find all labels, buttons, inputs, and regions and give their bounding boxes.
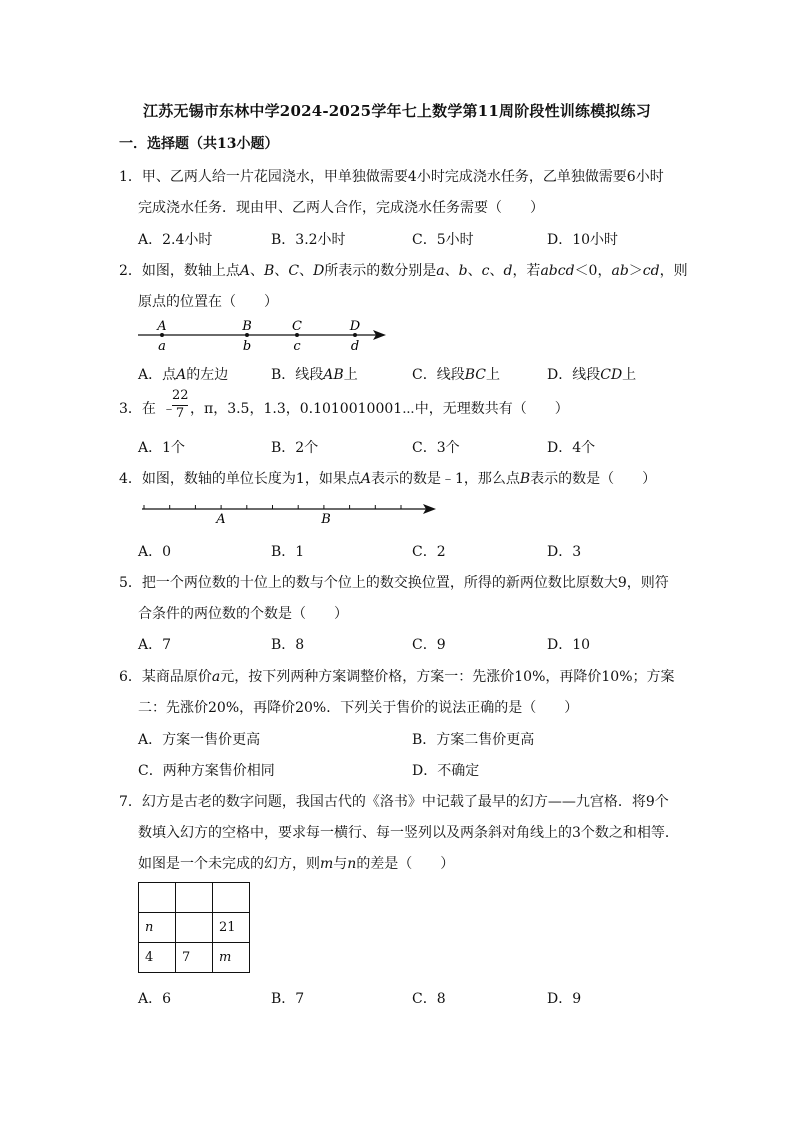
magic-cell: n xyxy=(139,913,176,943)
q7-stem-line1: 7．幻方是古老的数字问题，我国古代的《洛书》中记载了最早的幻方——九宫格．将9个 xyxy=(119,794,669,810)
q7-magic-square xyxy=(138,882,250,973)
q6-stem-line1: 6．某商品原价a元，按下列两种方案调整价格，方案一：先涨价10%，再降价10%；方案 xyxy=(119,669,675,685)
q4-number-line xyxy=(138,498,448,530)
q2-label-lower-b: b xyxy=(242,339,252,354)
magic-cell xyxy=(176,913,213,943)
q5-option-c[interactable]: C．9 xyxy=(412,637,446,653)
q7-stem-line2: 数填入幻方的空格中，要求每一横行、每一竖列以及两条斜对角线上的3个数之和相等． xyxy=(138,825,679,841)
q1-option-c[interactable]: C．5小时 xyxy=(412,232,474,248)
q6-option-c[interactable]: C．两种方案售价相同 xyxy=(138,763,275,779)
magic-cell: m xyxy=(213,943,250,973)
q3-stem-rest: ，π，3.5，1.3，0.1010010001⋯中，无理数共有（ ） xyxy=(190,401,569,417)
q2-label-upper-d: D xyxy=(349,319,361,334)
q6-option-d[interactable]: D．不确定 xyxy=(412,763,480,779)
q5-option-a[interactable]: A．7 xyxy=(138,637,172,653)
q5-option-d[interactable]: D．10 xyxy=(547,637,591,653)
q3-stem-pre: 3．在 xyxy=(119,401,156,417)
q6-option-b[interactable]: B．方案二售价更高 xyxy=(412,732,535,748)
q2-stem-line2: 原点的位置在（ ） xyxy=(138,294,278,310)
q7-option-c[interactable]: C．8 xyxy=(412,991,446,1007)
q1-option-b[interactable]: B．3.2小时 xyxy=(271,232,346,248)
q2-number-line xyxy=(130,316,400,356)
q4-tick-marks xyxy=(144,505,401,509)
q2-label-upper-b: B xyxy=(242,319,252,334)
q2-label-upper-a: A xyxy=(157,319,167,334)
q4-option-b[interactable]: B．1 xyxy=(271,544,305,560)
q2-option-b[interactable]: B．线段AB上 xyxy=(271,367,358,383)
magic-cell xyxy=(139,883,176,913)
q4-label-a: A xyxy=(216,512,226,527)
q2-option-d[interactable]: D．线段CD上 xyxy=(547,367,637,383)
magic-cell: 21 xyxy=(213,913,250,943)
q2-label-lower-d: d xyxy=(350,339,360,354)
section-heading: 一．选择题（共13小题） xyxy=(119,136,279,152)
q3-option-b[interactable]: B．2个 xyxy=(271,440,319,456)
q3-minus-sign: ﹣ xyxy=(162,401,176,417)
q3-fraction-numerator: 22 xyxy=(172,388,189,403)
q1-option-d[interactable]: D．10小时 xyxy=(547,232,619,248)
q3-option-a[interactable]: A．1个 xyxy=(138,440,186,456)
q2-option-c[interactable]: C．线段BC上 xyxy=(412,367,500,383)
q5-stem-line1: 5．把一个两位数的十位上的数与个位上的数交换位置，所得的新两位数比原数大9，则符 xyxy=(119,575,669,591)
magic-cell: 4 xyxy=(139,943,176,973)
q3-fraction xyxy=(172,389,188,421)
q4-label-b: B xyxy=(321,512,331,527)
q2-stem-line1: 2．如图，数轴上点A、B、C、D所表示的数分别是a、b、c、d，若abcd＜0，ab＞cd，则 xyxy=(119,263,688,279)
q2-option-a[interactable]: A．点A的左边 xyxy=(138,367,229,383)
q4-stem: 4．如图，数轴的单位长度为1，如果点A表示的数是﹣1，那么点B表示的数是（ ） xyxy=(119,471,657,487)
q5-stem-line2: 合条件的两位数的个数是（ ） xyxy=(138,606,348,622)
q6-stem-line2: 二：先涨价20%，再降价20%．下列关于售价的说法正确的是（ ） xyxy=(138,700,579,716)
q7-option-a[interactable]: A．6 xyxy=(138,991,172,1007)
magic-cell xyxy=(176,883,213,913)
q7-stem-line3: 如图是一个未完成的幻方，则m与n的差是（ ） xyxy=(138,856,455,872)
q5-option-b[interactable]: B．8 xyxy=(271,637,305,653)
q2-label-lower-a: a xyxy=(158,339,166,354)
q4-option-d[interactable]: D．3 xyxy=(547,544,582,560)
q7-option-b[interactable]: B．7 xyxy=(271,991,305,1007)
q6-option-a[interactable]: A．方案一售价更高 xyxy=(138,732,261,748)
magic-cell: 7 xyxy=(176,943,213,973)
q3-fraction-denominator: 7 xyxy=(175,406,185,421)
q4-option-a[interactable]: A．0 xyxy=(138,544,172,560)
q1-stem-line2: 完成浇水任务．现由甲、乙两人合作，完成浇水任务需要（ ） xyxy=(138,200,544,216)
q3-option-c[interactable]: C．3个 xyxy=(412,440,460,456)
q3-option-d[interactable]: D．4个 xyxy=(547,440,596,456)
page-title: 江苏无锡市东林中学2024-2025学年七上数学第11周阶段性训练模拟练习 xyxy=(143,102,651,120)
q7-option-d[interactable]: D．9 xyxy=(547,991,582,1007)
q1-stem-line1: 1．甲、乙两人给一片花园浇水，甲单独做需要4小时完成浇水任务，乙单独做需要6小时 xyxy=(119,169,664,185)
q1-option-a[interactable]: A．2.4小时 xyxy=(138,232,213,248)
magic-cell xyxy=(213,883,250,913)
q2-label-lower-c: c xyxy=(293,339,301,354)
q4-option-c[interactable]: C．2 xyxy=(412,544,446,560)
q2-label-upper-c: C xyxy=(292,319,302,334)
